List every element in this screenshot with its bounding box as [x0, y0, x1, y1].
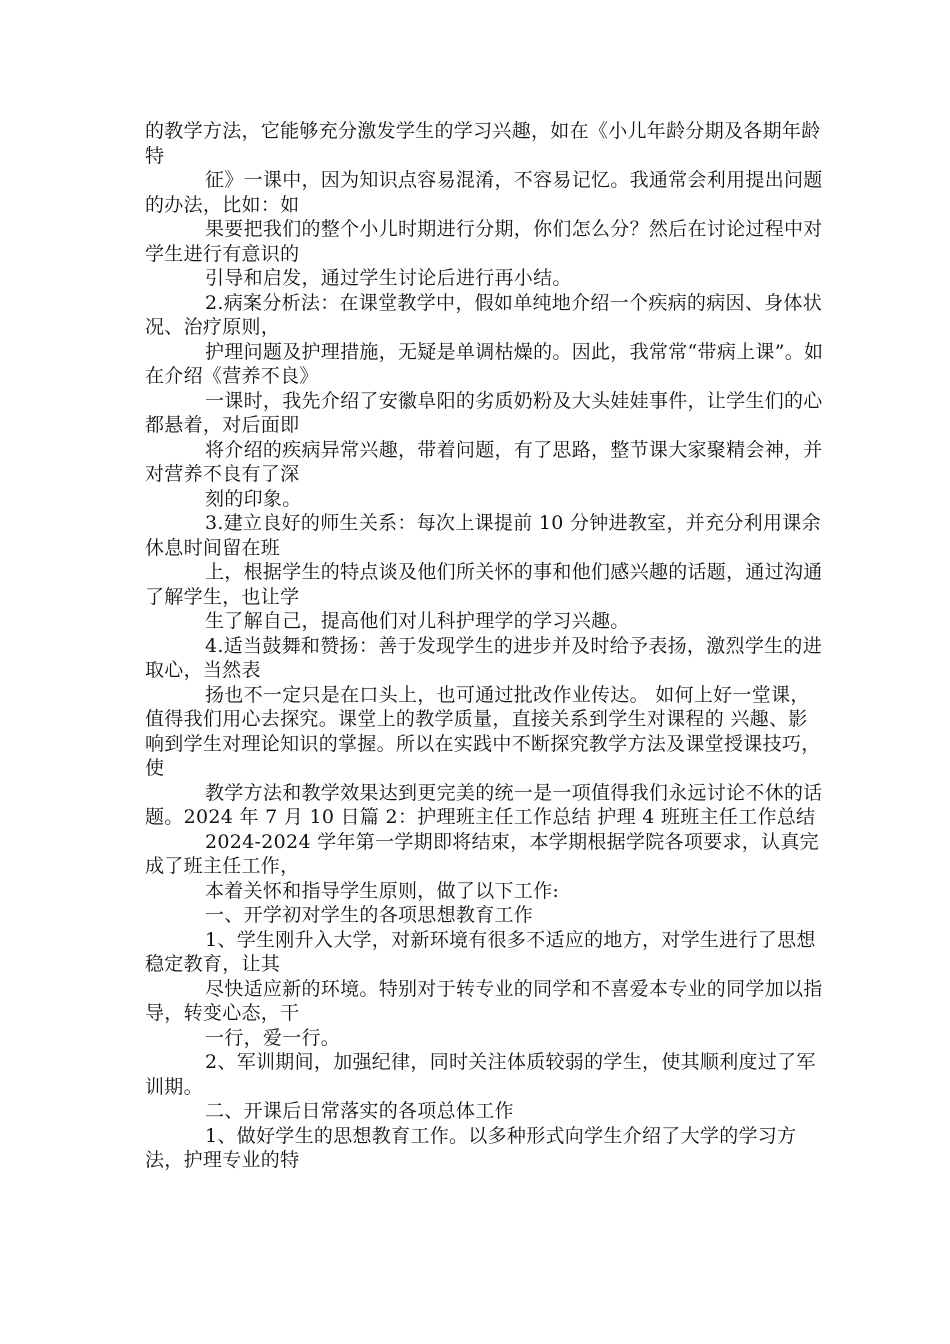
section-heading-2: 二、开课后日常落实的各项总体工作: [205, 1100, 514, 1122]
paragraph-3: 果要把我们的整个小儿时期进行分期，你们怎么分？然后在讨论过程中对学生进行有意识的: [145, 218, 823, 265]
paragraph-6: 护理问题及护理措施，无疑是单调枯燥的。因此，我常常“带病上课”。如在介绍《营养不良》: [145, 340, 824, 387]
paragraph-17: 本着关怀和指导学生原则，做了以下工作:: [205, 879, 560, 902]
paragraph-22: 2、军训期间，加强纪律，同时关注体质较弱的学生，使其顺利度过了军训期。: [145, 1051, 816, 1098]
paragraph-7: 一课时，我先介绍了安徽阜阳的劣质奶粉及大头娃娃事件，让学生们的心都悬着，对后面即: [145, 389, 823, 436]
paragraph-8: 将介绍的疾病异常兴趣，带着问题，有了思路，整节课大家聚精会神，并对营养不良有了深: [145, 438, 823, 485]
document-body: [145, 119, 825, 1173]
paragraph-9: 刻的印象。: [205, 487, 302, 510]
paragraph-4: 引导和启发，通过学生讨论后进行再小结。: [205, 267, 572, 289]
paragraph-12: 生了解自己，提高他们对儿科护理学的学习兴趣。: [205, 610, 630, 632]
paragraph-15: 教学方法和教学效果达到更完美的统一是一项值得我们永远讨论不休的话题。2024 年 7 月 10 日篇 2：护理班主任工作总结 护理 4 班班主任工作总结: [145, 781, 823, 828]
paragraph-16: 2024-2024 学年第一学期即将结束，本学期根据学院各项要求，认真完成了班主任工作，: [145, 830, 819, 877]
paragraph-13: 4.适当鼓舞和赞扬：善于发现学生的进步并及时给予表扬，激烈学生的进取心，当然表: [145, 634, 823, 681]
paragraph-21: 一行，爱一行。: [205, 1026, 341, 1049]
paragraph-5: 2.病案分析法：在课堂教学中，假如单纯地介绍一个疾病的病因、身体状况、治疗原则，: [145, 291, 823, 338]
paragraph-14: 扬也不一定只是在口头上，也可通过批改作业传达。 如何上好一堂课，值得我们用心去探究。课堂上的教学质量，直接关系到学生对课程的 兴趣、影响到学生对理论知识的掌握。所以在实践中不断探究教学方法及课堂授课技巧，使: [145, 683, 821, 779]
section-heading-1: 一、开学初对学生的各项思想教育工作: [205, 904, 534, 926]
paragraph-1: 的教学方法，它能够充分激发学生的学习兴趣，如在《小儿年龄分期及各期年龄特: [145, 120, 821, 167]
paragraph-24: 1、做好学生的思想教育工作。以多种形式向学生介绍了大学的学习方法，护理专业的特: [145, 1124, 797, 1171]
paragraph-2: 征》一课中，因为知识点容易混淆，不容易记忆。我通常会利用提出问题的办法，比如：如: [145, 169, 823, 216]
paragraph-11: 上，根据学生的特点谈及他们所关怀的事和他们感兴趣的话题，通过沟通了解学生，也让学: [145, 561, 823, 608]
paragraph-10: 3.建立良好的师生关系：每次上课提前 10 分钟进教室，并充分利用课余休息时间留在班: [145, 512, 821, 559]
paragraph-20: 尽快适应新的环境。特别对于转专业的同学和不喜爱本专业的同学加以指导，转变心态，干: [145, 977, 823, 1024]
paragraph-19: 1、学生刚升入大学，对新环境有很多不适应的地方，对学生进行了思想稳定教育，让其: [145, 928, 816, 975]
